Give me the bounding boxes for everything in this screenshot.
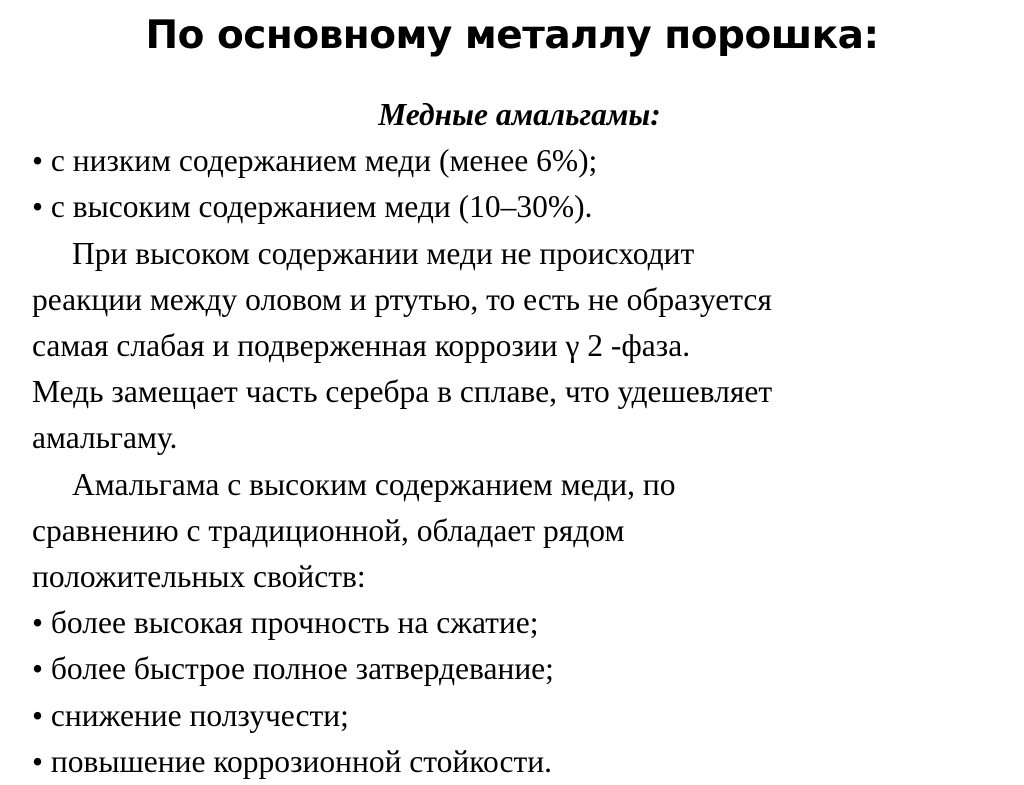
slide-title: По основному металлу порошка: bbox=[145, 13, 879, 58]
bullet-property: • более высокая прочность на сжатие; bbox=[32, 605, 539, 641]
paragraph-line: положительных свойств: bbox=[32, 559, 366, 595]
paragraph-line: амальгаму. bbox=[32, 420, 178, 456]
paragraph-line: Амальгама с высоким содержанием меди, по bbox=[72, 466, 676, 502]
slide-body bbox=[32, 92, 1007, 785]
bullet-property: • снижение ползучести; bbox=[32, 697, 349, 733]
bullet-property: • повышение коррозионной стойкости. bbox=[32, 743, 552, 779]
paragraph-line: самая слабая и подверженная коррозии γ 2 -фаза. bbox=[32, 328, 691, 364]
bullet-low-copper: • с низким содержанием меди (менее 6%); bbox=[32, 143, 598, 179]
paragraph-line: Медь замещает часть серебра в сплаве, что удешевляет bbox=[32, 374, 773, 410]
paragraph-line: реакции между оловом и ртутью, то есть не образуется bbox=[32, 281, 772, 317]
bullet-property: • более быстрое полное затвердевание; bbox=[32, 651, 554, 687]
bullet-high-copper: • с высоким содержанием меди (10–30%). bbox=[32, 189, 593, 225]
paragraph-line: сравнению с традиционной, обладает рядом bbox=[32, 512, 625, 548]
paragraph-line: При высоком содержании меди не происходит bbox=[72, 235, 695, 271]
section-subtitle: Медные амальгамы: bbox=[378, 97, 661, 132]
